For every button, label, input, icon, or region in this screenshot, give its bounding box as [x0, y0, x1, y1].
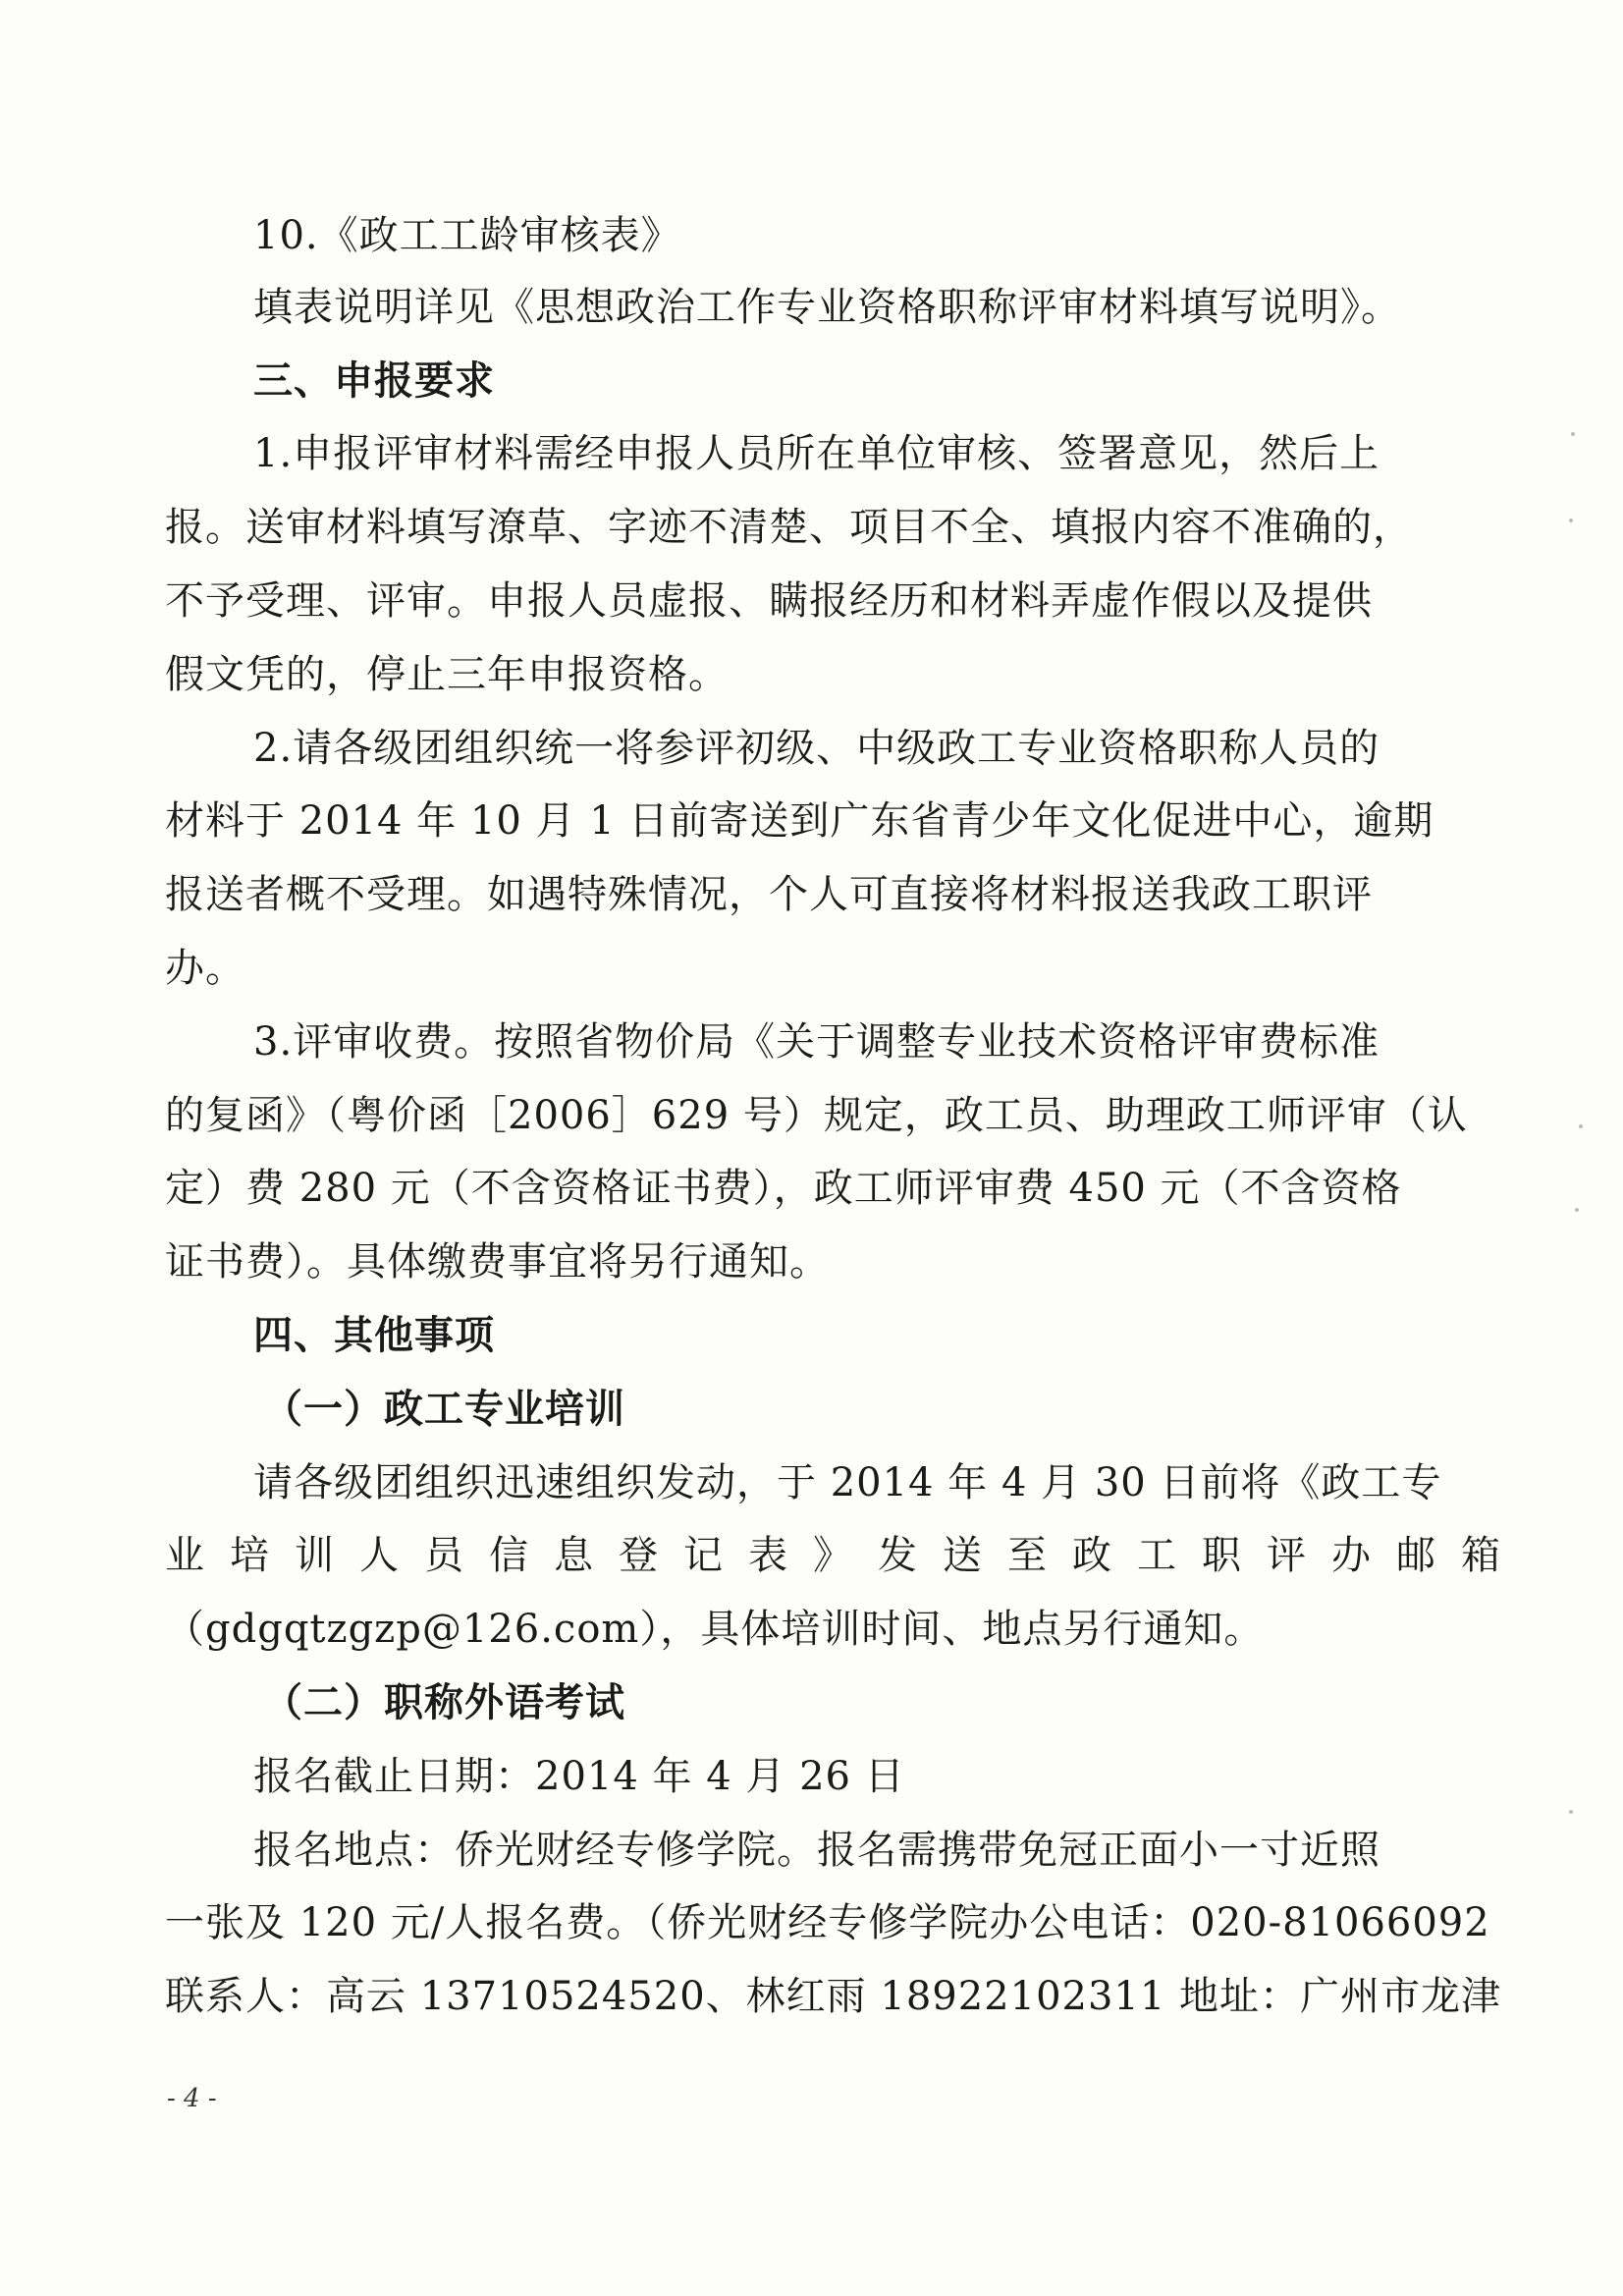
scan-speck [1571, 432, 1575, 436]
body-line: 业培训人员信息登记表》发送至政工职评办邮箱 [165, 1533, 1526, 1578]
body-line: 报。送审材料填写潦草、字迹不清楚、项目不全、填报内容不准确的， [165, 505, 1413, 550]
scan-speck [1569, 519, 1573, 522]
body-line: 不予受理、评审。申报人员虚报、瞒报经历和材料弄虚作假以及提供 [165, 578, 1373, 624]
scan-speck [1569, 1810, 1573, 1814]
body-line: 报名截止日期：2014 年 4 月 26 日 [253, 1754, 905, 1799]
body-line: 证书费）。具体缴费事宜将另行通知。 [165, 1239, 830, 1285]
body-line: 假文凭的，停止三年申报资格。 [165, 652, 729, 697]
body-line: 办。 [165, 946, 245, 991]
subsection-heading-1: （一）政工专业培训 [263, 1386, 625, 1432]
body-line: 1.申报评审材料需经申报人员所在单位审核、签署意见，然后上 [253, 431, 1380, 476]
body-line: 10.《政工工龄审核表》 [253, 213, 681, 258]
section-heading-4: 四、其他事项 [253, 1313, 495, 1358]
body-line: 联系人：高云 13710524520、林红雨 18922102311 地址：广州市龙津 [165, 1974, 1502, 2019]
scan-speck [1579, 1124, 1583, 1128]
section-heading-3: 三、申报要求 [253, 358, 495, 404]
body-line: 一张及 120 元/人报名费。（侨光财经专修学院办公电话：020-81066092 [165, 1900, 1490, 1945]
body-line: 请各级团组织迅速组织发动，于 2014 年 4 月 30 日前将《政工专 [253, 1460, 1442, 1505]
scan-speck [1575, 1208, 1579, 1212]
body-line: （gdgqtzgzp@126.com），具体培训时间、地点另行通知。 [165, 1607, 1265, 1652]
subsection-heading-2: （二）职称外语考试 [263, 1679, 625, 1725]
body-line: 填表说明详见《思想政治工作专业资格职称评审材料填写说明》。 [253, 285, 1401, 330]
body-line: 3.评审收费。按照省物价局《关于调整专业技术资格评审费标准 [253, 1019, 1380, 1065]
body-line: 材料于 2014 年 10 月 1 日前寄送到广东省青少年文化促进中心，逾期 [165, 798, 1434, 844]
body-line: 报送者概不受理。如遇特殊情况，个人可直接将材料报送我政工职评 [165, 872, 1373, 917]
body-line: 定）费 280 元（不含资格证书费），政工师评审费 450 元（不含资格 [165, 1166, 1402, 1211]
page-number: - 4 - [167, 2084, 217, 2113]
body-line: 报名地点：侨光财经专修学院。报名需携带免冠正面小一寸近照 [253, 1828, 1380, 1873]
body-line: 的复函》（粤价函［2006］629 号）规定，政工员、助理政工师评审（认 [165, 1093, 1468, 1138]
body-line: 2.请各级团组织统一将参评初级、中级政工专业资格职称人员的 [253, 726, 1380, 771]
